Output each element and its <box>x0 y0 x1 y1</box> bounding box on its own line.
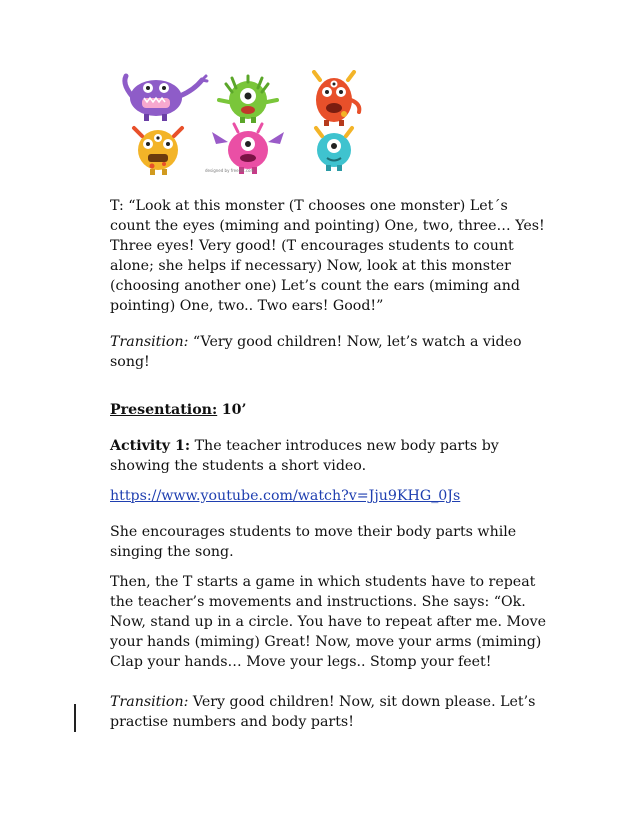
move-paragraph-text: She encourages students to move their body parts while singing the song. <box>110 524 517 560</box>
transition-text: Very good children! Now, sit down please. Let’s practise numbers and body parts! <box>110 694 536 730</box>
presentation-heading <box>110 400 550 420</box>
green-monster-icon <box>219 76 277 123</box>
image-credit: designed by freepik.com <box>205 168 255 173</box>
presentation-time: 10’ <box>221 402 247 418</box>
transition-2 <box>110 692 550 732</box>
activity-1 <box>110 436 550 476</box>
video-link-line <box>110 486 550 506</box>
game-paragraph <box>110 572 550 672</box>
transition-1 <box>110 332 550 372</box>
transition-label: Transition: <box>110 694 189 710</box>
red-monster-icon <box>314 72 359 126</box>
purple-monster-icon <box>125 76 207 121</box>
speaker-label: T: <box>110 198 124 214</box>
transition-text: “Very good children! Now, let’s watch a video song! <box>110 334 522 370</box>
dialogue-text: “Look at this monster (T chooses one monster) Let´s count the eyes (miming and pointing) One, two, three… Yes! Three eyes! Very good! (T encourages students to count alone; she helps if necessary) Now, look at this monster (choosing another one) Let’s count the ears (miming and pointing) One, two.. Two ears! Good!” <box>110 198 545 314</box>
revision-bar <box>74 704 76 732</box>
move-paragraph <box>110 522 550 562</box>
monster-illustrations <box>118 70 376 178</box>
presentation-label: Presentation: <box>110 402 218 418</box>
activity-text: The teacher introduces new body parts by showing the students a short video. <box>110 438 499 474</box>
video-link[interactable]: https://www.youtube.com/watch?v=Jju9KHG_0Js <box>110 488 461 504</box>
teal-monster-icon <box>316 128 352 171</box>
activity-label: Activity 1: <box>110 438 191 454</box>
teacher-dialogue <box>110 196 550 316</box>
transition-label: Transition: <box>110 334 189 350</box>
game-paragraph-text: Then, the T starts a game in which students have to repeat the teacher’s movements and instructions. She says: “Ok. Now, stand up in a circle. You have to repeat after me. Move your hands (miming) Great! Now, move your arms (miming) Clap your hands… Move your legs.. Stomp your feet! <box>110 574 547 670</box>
pink-monster-icon <box>212 124 284 174</box>
yellow-monster-icon <box>134 128 182 175</box>
